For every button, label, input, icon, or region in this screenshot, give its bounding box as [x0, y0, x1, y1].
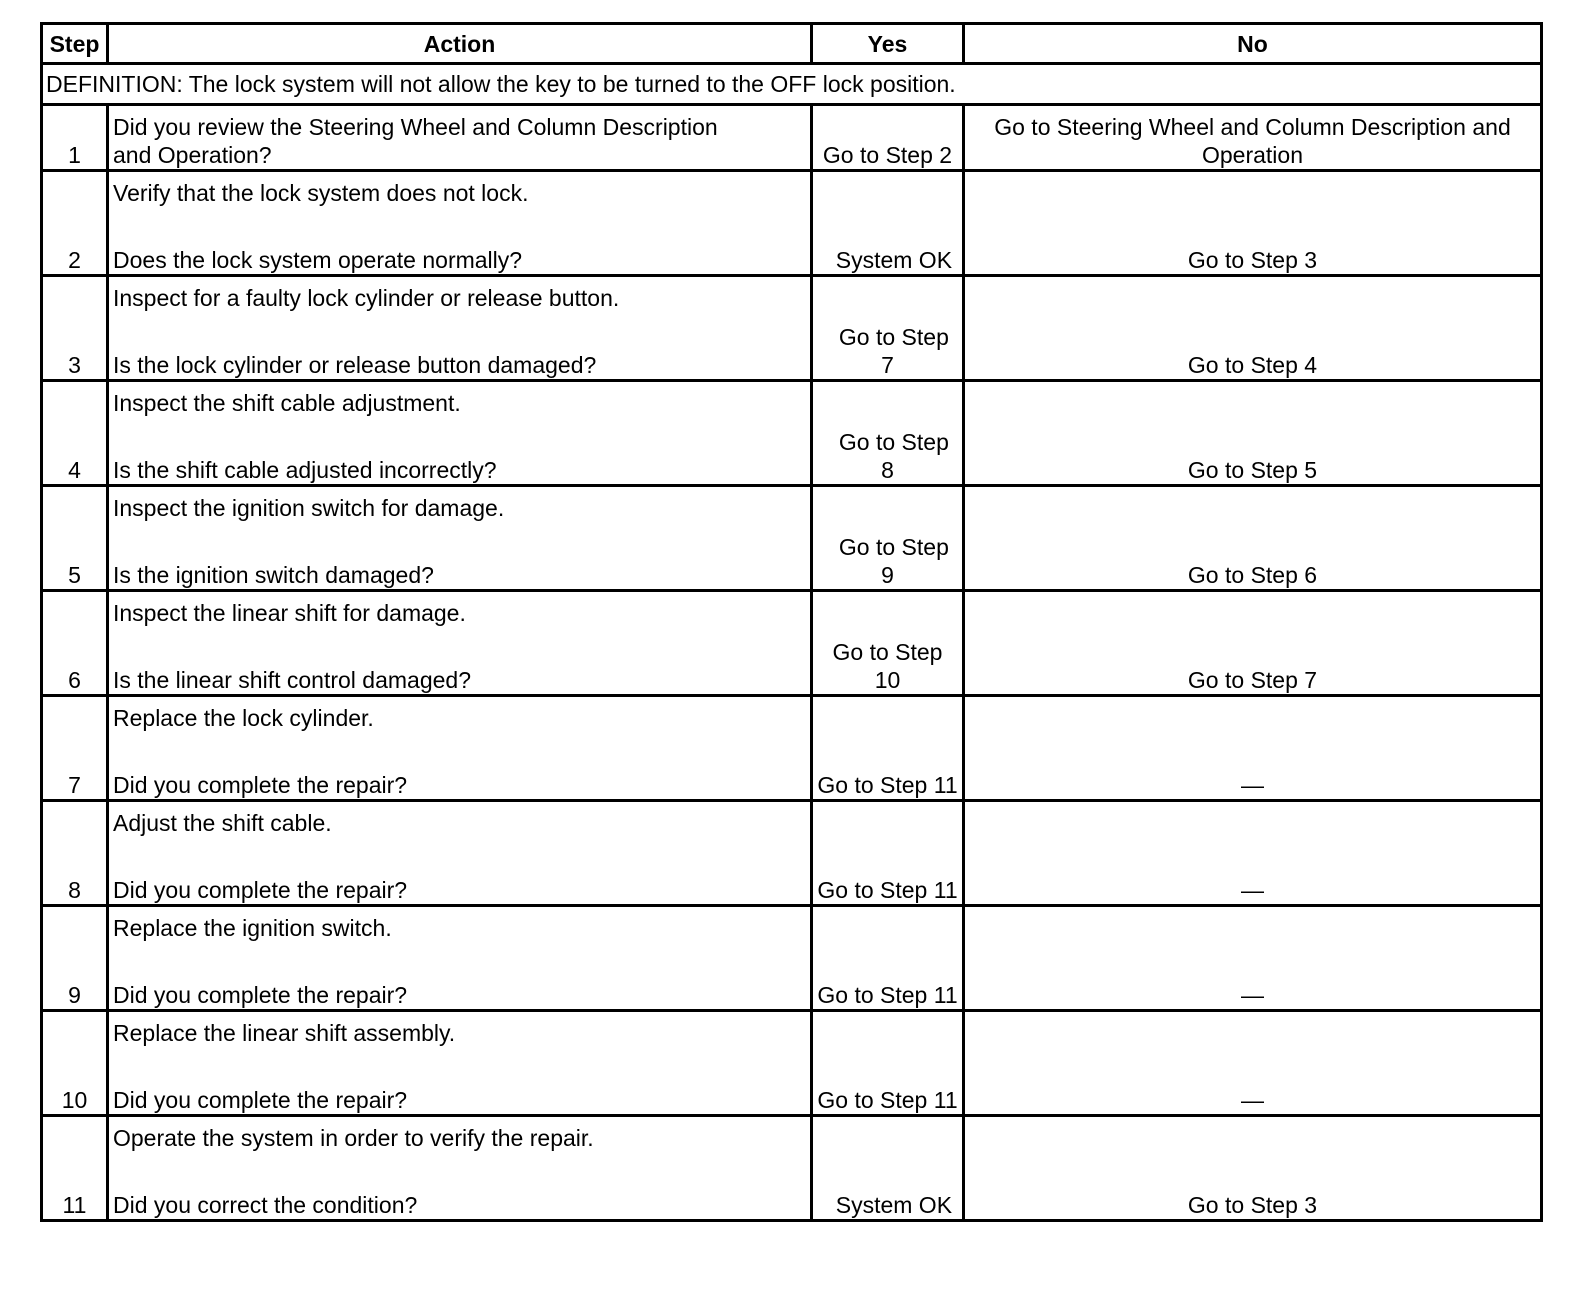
no-cell: Go to Step 3	[964, 1116, 1542, 1221]
yes-cell	[812, 1011, 964, 1116]
step-number: 8	[42, 801, 108, 906]
step-number: 4	[42, 381, 108, 486]
action-question: Is the ignition switch damaged?	[113, 562, 434, 588]
action-cell	[108, 381, 812, 486]
yes-line	[826, 324, 832, 350]
step-number: 10	[42, 1011, 108, 1116]
action-statement: Inspect the ignition switch for damage.	[113, 495, 505, 521]
yes-line: Go to Step 7	[838, 324, 949, 378]
yes-cell	[812, 276, 964, 381]
yes-line: System OK	[835, 1192, 953, 1218]
action-question: Did you complete the repair?	[113, 1087, 408, 1113]
yes-line: 11	[933, 1087, 958, 1113]
action-question: Is the shift cable adjusted incorrectly?	[113, 457, 497, 483]
step-number: 3	[42, 276, 108, 381]
table-row	[42, 696, 1542, 801]
no-line: Operation	[1201, 142, 1303, 168]
yes-line: Go to Step 8	[838, 429, 949, 483]
table-row	[42, 171, 1542, 276]
action-question: Does the lock system operate normally?	[113, 247, 523, 273]
action-cell	[108, 906, 812, 1011]
action-cell	[108, 591, 812, 696]
yes-cell	[812, 801, 964, 906]
action-question: Did you correct the condition?	[113, 1192, 418, 1218]
action-line: and Operation?	[113, 142, 272, 168]
action-question: Is the lock cylinder or release button damaged?	[113, 352, 597, 378]
header-no: No	[964, 24, 1542, 64]
no-cell: Go to Step 4	[964, 276, 1542, 381]
yes-line	[826, 534, 832, 560]
no-cell: —	[964, 801, 1542, 906]
definition-row	[42, 64, 1542, 105]
header-row	[42, 24, 1542, 64]
action-question: Did you complete the repair?	[113, 877, 408, 903]
yes-line: Go to Step	[817, 877, 928, 903]
step-number: 9	[42, 906, 108, 1011]
yes-line	[823, 247, 829, 273]
action-cell	[108, 486, 812, 591]
action-cell	[108, 276, 812, 381]
yes-line: Go to Step	[832, 639, 943, 665]
definition-text: DEFINITION: The lock system will not allow the key to be turned to the OFF lock position.	[42, 64, 1542, 105]
yes-cell: Go to Step 2	[812, 105, 964, 171]
yes-line: Go to Step	[817, 982, 928, 1008]
action-statement: Verify that the lock system does not lock.	[113, 180, 529, 206]
table-row	[42, 1011, 1542, 1116]
action-statement: Operate the system in order to verify the repair.	[113, 1125, 594, 1151]
step-number: 5	[42, 486, 108, 591]
table-row	[42, 906, 1542, 1011]
action-cell	[108, 696, 812, 801]
table-row	[42, 801, 1542, 906]
action-statement: Replace the linear shift assembly.	[113, 1020, 456, 1046]
yes-line: 10	[874, 667, 901, 693]
header-yes: Yes	[812, 24, 964, 64]
diagnostic-table	[40, 22, 1543, 1222]
action-statement: Replace the ignition switch.	[113, 915, 392, 941]
header-step: Step	[42, 24, 108, 64]
header-action: Action	[108, 24, 812, 64]
action-cell	[108, 105, 812, 171]
step-number: 2	[42, 171, 108, 276]
step-number: 11	[42, 1116, 108, 1221]
yes-line: Go to Step 9	[838, 534, 949, 588]
yes-cell	[812, 171, 964, 276]
action-cell	[108, 1011, 812, 1116]
yes-cell	[812, 381, 964, 486]
yes-line: System OK	[835, 247, 953, 273]
yes-line	[826, 429, 832, 455]
action-statement: Inspect for a faulty lock cylinder or release button.	[113, 285, 620, 311]
action-question: Did you complete the repair?	[113, 982, 408, 1008]
step-number: 7	[42, 696, 108, 801]
action-statement: Inspect the shift cable adjustment.	[113, 390, 461, 416]
action-question: Is the linear shift control damaged?	[113, 667, 471, 693]
table-row	[42, 381, 1542, 486]
action-cell	[108, 801, 812, 906]
no-cell: —	[964, 1011, 1542, 1116]
no-line: Go to Steering Wheel and Column Description and	[994, 114, 1511, 140]
yes-cell	[812, 696, 964, 801]
yes-line: Go to Step	[817, 772, 928, 798]
yes-cell	[812, 1116, 964, 1221]
step-number: 1	[42, 105, 108, 171]
action-statement: Inspect the linear shift for damage.	[113, 600, 466, 626]
no-cell: Go to Step 3	[964, 171, 1542, 276]
action-line: Did you review the Steering Wheel and Column Description	[113, 114, 718, 140]
action-statement: Adjust the shift cable.	[113, 810, 332, 836]
yes-line: 11	[933, 877, 958, 903]
table-row	[42, 1116, 1542, 1221]
yes-line: Go to Step	[817, 1087, 928, 1113]
step-number: 6	[42, 591, 108, 696]
yes-cell	[812, 591, 964, 696]
action-statement: Replace the lock cylinder.	[113, 705, 374, 731]
table-row	[42, 276, 1542, 381]
no-cell: Go to Step 6	[964, 486, 1542, 591]
yes-line: 11	[933, 982, 958, 1008]
yes-line	[823, 1192, 829, 1218]
no-cell: Go to Step 5	[964, 381, 1542, 486]
table-row	[42, 486, 1542, 591]
table-row	[42, 105, 1542, 171]
yes-line: 11	[933, 772, 958, 798]
no-cell: Go to Step 7	[964, 591, 1542, 696]
no-cell: —	[964, 696, 1542, 801]
action-cell	[108, 1116, 812, 1221]
yes-cell	[812, 906, 964, 1011]
action-question: Did you complete the repair?	[113, 772, 408, 798]
no-cell: —	[964, 906, 1542, 1011]
yes-cell	[812, 486, 964, 591]
action-cell	[108, 171, 812, 276]
no-cell	[964, 105, 1542, 171]
table-row	[42, 591, 1542, 696]
